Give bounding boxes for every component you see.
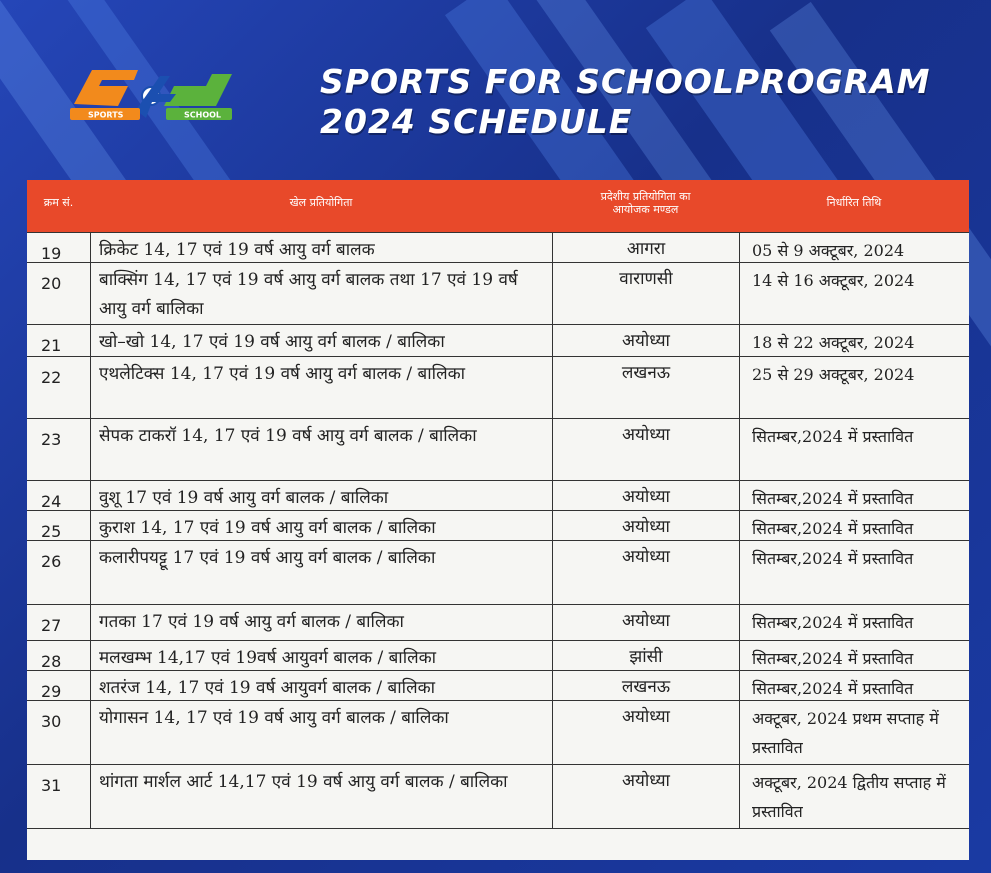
cell-date: अक्टूबर, 2024 प्रथम सप्ताह में प्रस्तावित [739,700,969,764]
cell-organizer: वाराणसी [552,262,739,324]
cell-event: शतरंज 14, 17 एवं 19 वर्ष आयुवर्ग बालक / बालिका [90,670,552,700]
header-sno: क्रम सं. [43,196,74,209]
cell-event: मलखम्भ 14,17 एवं 19वर्ष आयुवर्ग बालक / बालिका [90,640,552,670]
cell-event: योगासन 14, 17 एवं 19 वर्ष आयु वर्ग बालक / बालिका [90,700,552,764]
cell-event: क्रिकेट 14, 17 एवं 19 वर्ष आयु वर्ग बालक [90,232,552,262]
header [0,0,991,180]
page-title [320,62,930,142]
cell-organizer: अयोध्या [552,700,739,764]
cell-organizer: आगरा [552,232,739,262]
logo-s-left-shape [74,70,138,106]
logo-text-left: SPORTS [88,110,124,120]
cell-organizer: अयोध्या [552,418,739,480]
cell-organizer: अयोध्या [552,480,739,510]
cell-date: सितम्बर,2024 में प्रस्तावित [739,418,969,480]
cell-event: कुराश 14, 17 एवं 19 वर्ष आयु वर्ग बालक / बालिका [90,510,552,540]
title-line-1: SPORTS FOR SCHOOLPROGRAM [320,62,931,101]
cell-date: सितम्बर,2024 में प्रस्तावित [739,540,969,604]
cell-sno: 27 [41,616,62,635]
table-row [27,670,969,701]
header-date: निर्धारित तिथि [826,196,882,209]
cell-date: 05 से 9 अक्टूबर, 2024 [739,232,969,262]
cell-date: 18 से 22 अक्टूबर, 2024 [739,324,969,356]
cell-organizer: अयोध्या [552,764,739,828]
table-row [27,232,969,263]
cell-sno: 28 [41,652,62,671]
cell-organizer: अयोध्या [552,324,739,356]
cell-organizer: लखनऊ [552,356,739,418]
cell-sno: 20 [41,274,62,293]
cell-organizer: लखनऊ [552,670,739,700]
cell-organizer: अयोध्या [552,604,739,640]
cell-sno: 25 [41,522,62,541]
s4s-logo [66,66,236,130]
table-row [27,480,969,511]
cell-event: बाक्सिंग 14, 17 एवं 19 वर्ष आयु वर्ग बालक तथा 17 एवं 19 वर्ष आयु वर्ग बालिका [90,262,552,324]
table-row [27,262,969,325]
cell-event: खो–खो 14, 17 एवं 19 वर्ष आयु वर्ग बालक / बालिका [90,324,552,356]
table-row [27,510,969,541]
cell-date: 14 से 16 अक्टूबर, 2024 [739,262,969,324]
cell-sno: 19 [41,244,62,263]
cell-sno: 23 [41,430,62,449]
cell-event: एथलेटिक्स 14, 17 एवं 19 वर्ष आयु वर्ग बालक / बालिका [90,356,552,418]
cell-event: कलारीपयट्टू 17 एवं 19 वर्ष आयु वर्ग बालक / बालिका [90,540,552,604]
table-row [27,356,969,419]
cell-sno: 31 [41,776,62,795]
cell-date: सितम्बर,2024 में प्रस्तावित [739,640,969,670]
header-event: खेल प्रतियोगिता [289,196,353,209]
table-row [27,700,969,765]
logo-text-right: SCHOOL [184,110,222,120]
table-row [27,604,969,641]
table-row [27,324,969,357]
cell-sno: 22 [41,368,62,387]
cell-date: सितम्बर,2024 में प्रस्तावित [739,604,969,640]
schedule-table [27,180,969,860]
cell-sno: 30 [41,712,62,731]
cell-sno: 29 [41,682,62,701]
cell-organizer: अयोध्या [552,540,739,604]
logo-s-right-shape [164,74,232,106]
cell-event: गतका 17 एवं 19 वर्ष आयु वर्ग बालक / बालिका [90,604,552,640]
cell-sno: 24 [41,492,62,511]
table-header [27,180,969,232]
table-row [27,764,969,829]
cell-date: सितम्बर,2024 में प्रस्तावित [739,510,969,540]
cell-date: 25 से 29 अक्टूबर, 2024 [739,356,969,418]
cell-event: सेपक टाकरॉ 14, 17 एवं 19 वर्ष आयु वर्ग बालक / बालिका [90,418,552,480]
cell-event: वुशू 17 एवं 19 वर्ष आयु वर्ग बालक / बालिका [90,480,552,510]
cell-organizer: झांसी [552,640,739,670]
table-row [27,418,969,481]
cell-date: अक्टूबर, 2024 द्वितीय सप्ताह में प्रस्तावित [739,764,969,828]
title-line-2: 2024 SCHEDULE [320,102,633,141]
header-organizer: प्रदेशीय प्रतियोगिता का आयोजक मण्डल [600,190,691,216]
cell-date: सितम्बर,2024 में प्रस्तावित [739,670,969,700]
cell-organizer: अयोध्या [552,510,739,540]
cell-sno: 26 [41,552,62,571]
cell-event: थांगता मार्शल आर्ट 14,17 एवं 19 वर्ष आयु वर्ग बालक / बालिका [90,764,552,828]
cell-sno: 21 [41,336,62,355]
table-row [27,540,969,605]
table-row [27,640,969,671]
cell-date: सितम्बर,2024 में प्रस्तावित [739,480,969,510]
